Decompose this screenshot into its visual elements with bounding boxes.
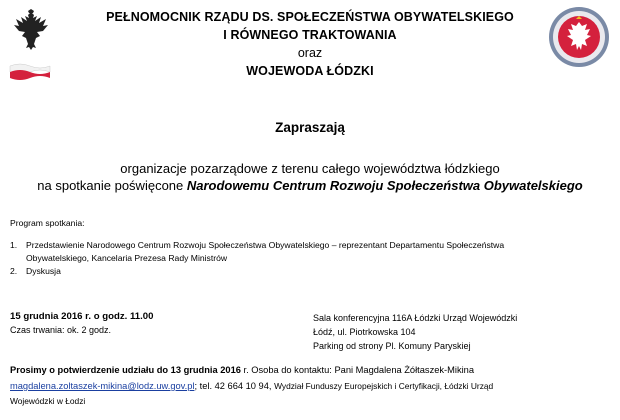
header-line-4: WOJEWODA ŁÓDZKI <box>246 64 374 78</box>
program-item-text-cont: Obywatelskiego, Kancelaria Prezesa Rady Ministrów <box>26 253 228 263</box>
program-item-number: 2. <box>10 266 18 276</box>
program-item-text: Dyskusja <box>26 266 61 276</box>
event-date: 15 grudnia 2016 r. o godz. 11.00 <box>10 311 154 322</box>
contact-phone: ; tel. 42 664 10 94, <box>194 381 275 391</box>
header-line-oraz: oraz <box>297 46 323 60</box>
contact-person: r. Osoba do kontaktu: Pani Magdalena Żółtaszek-Mikina <box>240 365 474 375</box>
header-line-1: PEŁNOMOCNIK RZĄDU DS. SPOŁECZEŃSTWA OBYWATELSKIEGO <box>106 10 514 24</box>
invitation-title: Zapraszają <box>275 120 345 135</box>
program-item-2 <box>10 265 61 278</box>
contact-department-cont: Wojewódzki w Łodzi <box>10 396 86 406</box>
program-item-text: Przedstawienie Narodowego Centrum Rozwoju Społeczeństwa Obywatelskiego – reprezentant Departamentu Społeczeństwa <box>26 240 505 250</box>
event-place-room: Sala konferencyjna 116A Łódzki Urząd Wojewódzki <box>313 313 518 323</box>
event-duration: Czas trwania: ok. 2 godz. <box>10 325 112 335</box>
program-item-1 <box>10 239 570 265</box>
event-place-address: Łódź, ul. Piotrkowska 104 <box>313 327 416 337</box>
contact-line <box>10 381 493 391</box>
confirm-deadline: Prosimy o potwierdzenie udziału do 13 grudnia 2016 <box>10 365 241 375</box>
subtitle-prefix: na spotkanie poświęcone <box>37 178 187 193</box>
confirm-text <box>10 365 474 375</box>
program-item-number: 1. <box>10 240 18 250</box>
event-place-parking: Parking od strony Pl. Komuny Paryskiej <box>313 341 471 351</box>
contact-email-link[interactable]: magdalena.zoltaszek-mikina@lodz.uw.gov.pl <box>10 381 195 391</box>
header-line-2: I RÓWNEGO TRAKTOWANIA <box>223 28 397 42</box>
subtitle-line-1: organizacje pozarządowe z terenu całego województwa łódzkiego <box>120 161 500 176</box>
subtitle-line-2 <box>0 178 620 193</box>
subtitle-emphasis: Narodowemu Centrum Rozwoju Społeczeństwa Obywatelskiego <box>186 178 583 193</box>
contact-department: Wydział Funduszy Europejskich i Certyfikacji, Łódzki Urząd <box>274 381 494 391</box>
program-heading: Program spotkania: <box>10 218 85 228</box>
